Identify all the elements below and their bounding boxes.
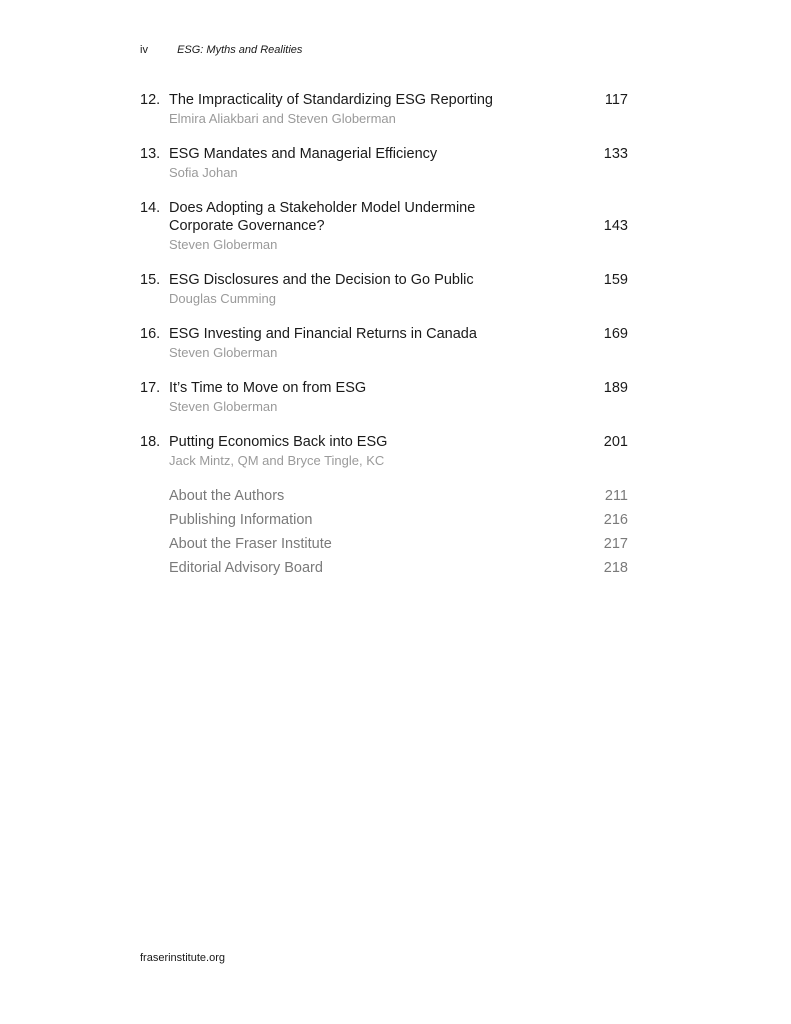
toc-extra-about-fraser-institute[interactable] — [140, 535, 630, 559]
chapter-page: 189 — [603, 380, 628, 396]
chapter-number: 14. — [140, 200, 161, 216]
running-title: ESG: Myths and Realities — [177, 44, 303, 56]
chapter-title-line-1: Does Adopting a Stakeholder Model Undermine — [169, 200, 476, 216]
chapter-author: Elmira Aliakbari and Steven Globerman — [169, 111, 396, 126]
chapter-title: ESG Disclosures and the Decision to Go Public — [169, 272, 474, 288]
chapter-author: Sofia Johan — [169, 165, 238, 180]
back-matter-list — [140, 487, 630, 583]
chapter-number: 12. — [140, 92, 161, 108]
toc-entry-15[interactable] — [140, 271, 630, 308]
toc-extra-about-authors[interactable] — [140, 487, 630, 511]
extra-label: Publishing Information — [169, 512, 313, 528]
extra-label: About the Fraser Institute — [169, 536, 332, 552]
chapter-author: Douglas Cumming — [169, 291, 276, 306]
chapter-title: Putting Economics Back into ESG — [169, 434, 388, 450]
extra-page: 218 — [603, 560, 628, 576]
running-header — [140, 44, 302, 56]
page-number: iv — [140, 44, 148, 56]
chapter-title: ESG Investing and Financial Returns in Canada — [169, 326, 477, 342]
chapter-title: It’s Time to Move on from ESG — [169, 380, 367, 396]
footer-url: fraserinstitute.org — [140, 952, 225, 964]
chapter-number: 13. — [140, 146, 161, 162]
toc-entry-16[interactable] — [140, 325, 630, 362]
toc-extra-editorial-advisory-board[interactable] — [140, 559, 630, 583]
chapter-author: Jack Mintz, QM and Bryce Tingle, KC — [169, 453, 385, 468]
chapter-number: 16. — [140, 326, 161, 342]
chapter-title: The Impracticality of Standardizing ESG Reporting — [169, 92, 493, 108]
chapter-page: 159 — [603, 272, 628, 288]
extra-label: Editorial Advisory Board — [169, 560, 323, 576]
toc-entry-18[interactable] — [140, 433, 630, 470]
chapter-author: Steven Globerman — [169, 399, 278, 414]
chapter-page: 133 — [603, 146, 628, 162]
chapter-author: Steven Globerman — [169, 345, 278, 360]
chapter-author: Steven Globerman — [169, 237, 278, 252]
chapter-page: 117 — [604, 92, 628, 108]
toc-entry-14[interactable] — [140, 199, 630, 254]
toc-extra-publishing-information[interactable] — [140, 511, 630, 535]
extra-page: 217 — [603, 536, 628, 552]
extra-page: 211 — [604, 488, 628, 504]
chapter-number: 17. — [140, 380, 161, 396]
chapter-page: 201 — [603, 434, 628, 450]
extra-page: 216 — [603, 512, 628, 528]
toc-entry-12[interactable] — [140, 91, 630, 128]
table-of-contents — [140, 91, 630, 583]
chapter-number: 15. — [140, 272, 161, 288]
chapter-page: 143 — [603, 218, 628, 234]
extra-label: About the Authors — [169, 488, 285, 504]
toc-entry-13[interactable] — [140, 145, 630, 182]
chapter-title-line-2: Corporate Governance? — [169, 218, 325, 234]
toc-entry-17[interactable] — [140, 379, 630, 416]
chapter-page: 169 — [603, 326, 628, 342]
chapter-title: ESG Mandates and Managerial Efficiency — [169, 146, 438, 162]
chapter-number: 18. — [140, 434, 161, 450]
